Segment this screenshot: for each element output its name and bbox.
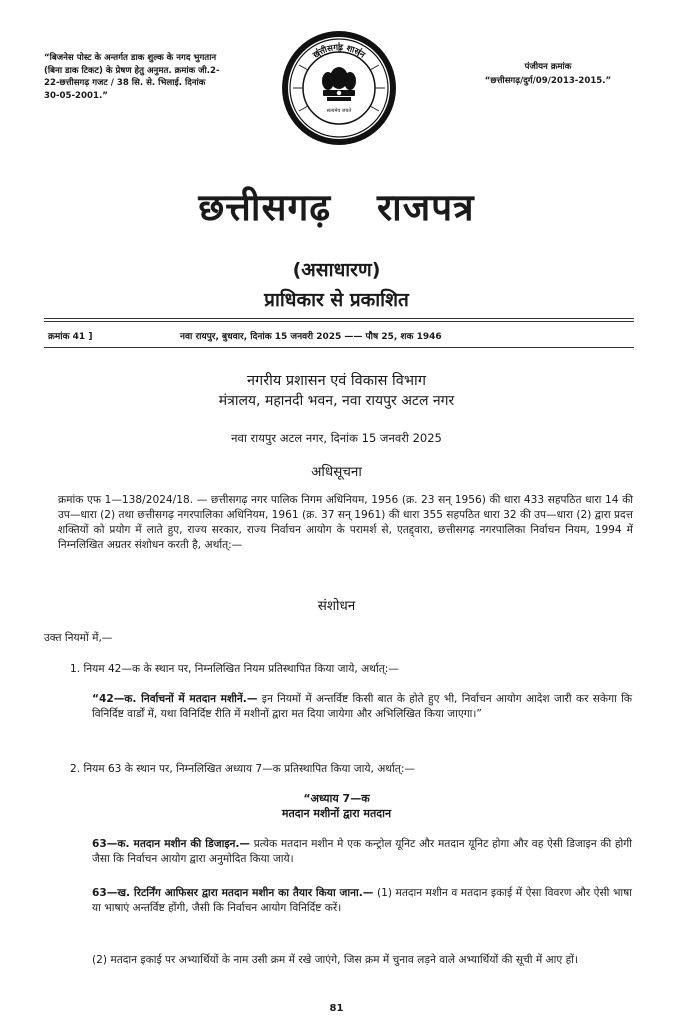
rule-63kh-heading: 63—ख. रिटर्निंग आफिसर द्वारा मतदान मशीन का तैयार किया जाना.— <box>92 887 374 899</box>
issue-date: नवा रायपुर, बुधवार, दिनांक 15 जनवरी 2025 —— पौष 25, शक 1946 <box>180 332 442 342</box>
amendment-item-1: 1. नियम 42—क के स्थान पर, निम्नलिखित नियम प्रतिस्थापित किया जाये, अर्थात्:— <box>70 663 399 675</box>
state-emblem-seal <box>279 28 399 148</box>
rule-63kh-subclause-2: (2) मतदान इकाई पर अभ्यार्थियों के नाम उसी क्रम में रखे जाएंगे, जिस क्रम में चुनाव लड़ने वाले अभ्यार्थियों की सूची में आए हों। <box>92 954 578 966</box>
notification-heading: अधिसूचना <box>311 464 362 480</box>
amendment-intro: उक्त नियमों में,— <box>44 632 113 644</box>
notification-paragraph: क्रमांक एफ 1—138/2024/18. — छत्तीसगढ़ नगर पालिक निगम अधिनियम, 1956 (क्र. 23 सन् 1956) की धारा 433 सहपठित धारा 14 की उप—धारा (2) तथा छत्तीसगढ़ नगरपालिका अधिनियम, 1961 (क्र. 37 सन् 1961) की धारा 355 सहपठित धारा 32 की उप—धारा (2) द्वारा प्रदत्त शक्तियों को प्रयोग में लाते हुए, राज्य सरकार, राज्य निर्वाचन आयोग के परामर्श से, एतद्द्वारा, छत्तीसगढ़ नगरपालिका निर्वाचन नियम, 1994 में निम्नलिखित अग्रतर संशोधन करती है, अर्थात्:— <box>58 494 633 551</box>
chapter-subtitle: मतदान मशीनों द्वारा मतदान <box>281 807 392 820</box>
department-name: नगरीय प्रशासन एवं विकास विभाग <box>247 373 426 389</box>
registration-note <box>458 60 638 88</box>
rule-42k-text <box>92 692 632 722</box>
rule-63k-heading: 63—क. मतदान मशीन की डिजाइन.— <box>92 838 251 850</box>
gazette-title: छत्तीसगढ़ राजपत्र <box>198 185 475 229</box>
registration-number: “छत्तीसगढ़/दुर्ग/09/2013-2015.” <box>484 76 612 86</box>
amendment-item-2: 2. नियम 63 के स्थान पर, निम्नलिखित अध्याय 7—क प्रतिस्थापित किया जाये, अर्थात्:— <box>70 763 416 775</box>
registration-label: पंजीयन क्रमांक <box>524 62 572 72</box>
page-number: 81 <box>329 1003 344 1014</box>
rule-42k-heading: “42—क. निर्वाचनों में मतदान मशीनें.— <box>92 693 258 705</box>
rule-63kh-body: (1) मतदान मशीन व मतदान इकाई में ऐसा विवरण और ऐसी भाषा या भाषाएं अन्तर्विष्ट होंगी, जैसी कि निर्वाचन आयोग विनिर्दिष्ट करें। <box>92 887 632 914</box>
seal-lettering: छत्तीसगढ़ शासन <box>311 42 367 61</box>
dateline: नवा रायपुर अटल नगर, दिनांक 15 जनवरी 2025 <box>231 431 442 445</box>
postal-permit-note: “बिजनेस पोस्ट के अन्तर्गत डाक शुल्क के नगद भुगतान (बिना डाक टिकट) के प्रेषण हेतु अनुमत. क्रमांक जी.2-22-छत्तीसगढ़ गजट / 38 सि. से. भिलाई. दिनांक 30-05-2001.” <box>44 53 220 101</box>
issue-number: क्रमांक 41 ] <box>48 332 93 342</box>
bottom-rule <box>44 347 634 348</box>
amendment-heading: संशोधन <box>317 598 356 614</box>
chapter-title: “अध्याय 7—क <box>303 792 370 805</box>
department-address: मंत्रालय, महानदी भवन, नवा रायपुर अटल नगर <box>218 393 455 409</box>
publication-authority: प्राधिकार से प्रकाशित <box>264 289 409 311</box>
top-rule-double <box>44 321 634 322</box>
top-rule <box>44 318 634 319</box>
rule-63kh-text <box>92 886 632 916</box>
rule-42k-body: इन नियमों में अन्तर्विष्ट किसी बात के होते हुए भी, निर्वाचन आयोग आदेश जारी कर सकेगा कि विनिर्दिष्ट वार्डों में, यथा विनिर्दिष्ट रीति में मशीनों द्वारा मत दिया जायेगा और अभिलिखित किया जाएगा।” <box>92 693 632 720</box>
seal-emblem-icon <box>279 28 399 148</box>
edition-type: (असाधारण) <box>292 259 381 281</box>
seal-motto: सत्यमेव जयते <box>326 108 352 114</box>
rule-63k-text <box>92 837 632 867</box>
rule-63k-body: प्रत्येक मतदान मशीन मे एक कन्ट्रोल यूनिट और मतदान यूनिट होगा और वह ऐसी डिजाइन की होगी जैसा कि निर्वाचन आयोग द्वारा अनुमोदित किया जाये। <box>92 838 632 865</box>
